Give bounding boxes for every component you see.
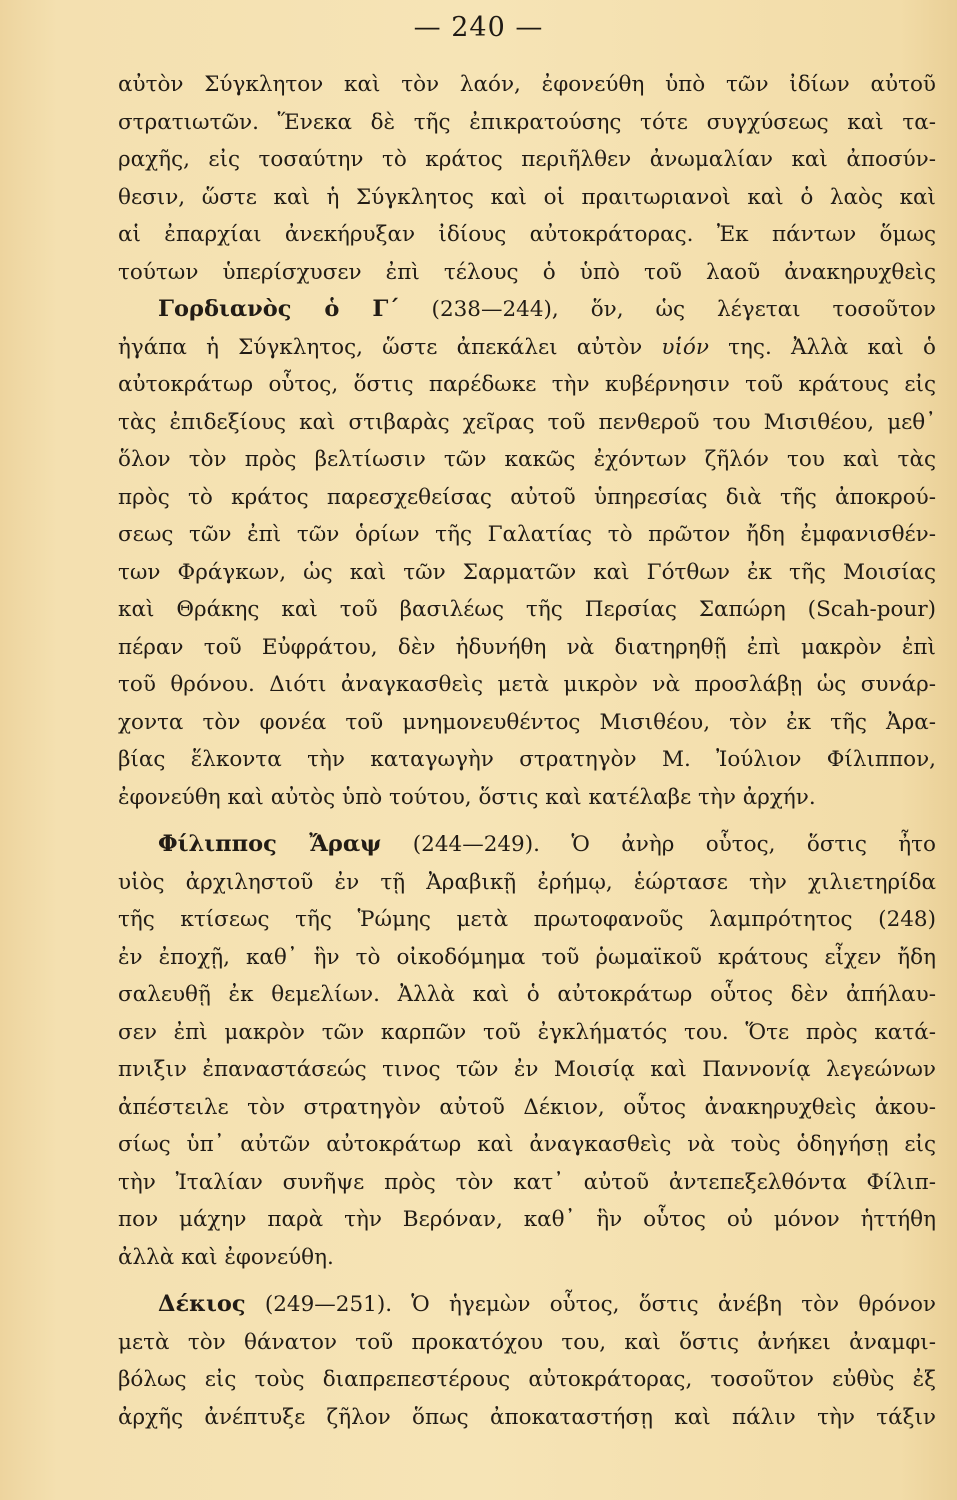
text-line <box>118 1361 936 1399</box>
text-line <box>118 441 936 479</box>
line-text: μετὰ τὸν θάνατον τοῦ προκατόχου του, καὶ ὅστις ἀνήκει ἀναμφι- <box>118 1329 936 1355</box>
text-line <box>118 1014 936 1052</box>
text-line <box>118 1286 936 1324</box>
line-text: βόλως εἰς τοὺς διαπρεπεστέρους αὐτοκράτορας, τοσοῦτον εὐθὺς ἐξ <box>118 1367 936 1392</box>
line-text: ἀλλὰ καὶ ἐφονεύθη. <box>118 1244 334 1270</box>
text-line <box>118 554 936 592</box>
body-text <box>118 66 936 1436</box>
text-line <box>118 1126 936 1164</box>
italic-word: υἱόν <box>661 334 709 360</box>
text-line <box>118 666 936 704</box>
line-text: σαλευθῇ ἐκ θεμελίων. Ἀλλὰ καὶ ὁ αὐτοκράτωρ οὗτος δὲν ἀπήλαυ- <box>118 982 936 1007</box>
line-text: θεσιν, ὥστε καὶ ἡ Σύγκλητος καὶ οἱ πραιτωριανοὶ καὶ ὁ λαὸς καὶ <box>118 184 936 210</box>
line-text: πρὸς τὸ κράτος παρεσχεθείσας αὐτοῦ ὑπηρεσίας διὰ τῆς ἀποκρού- <box>118 484 936 510</box>
section-heading: Φίλιππος Ἄραψ <box>158 831 382 857</box>
line-text: ἐν ἐποχῇ, καθ᾽ ἣν τὸ οἰκοδόμημα τοῦ ῥωμαϊκοῦ κράτους εἶχεν ἤδη <box>118 944 936 970</box>
line-text: ἠγάπα ἡ Σύγκλητος, ὥστε ἀπεκάλει αὐτὸν <box>118 334 662 360</box>
text-line <box>118 1051 936 1089</box>
line-text: αὐτοκράτωρ οὗτος, ὅστις παρέδωκε τὴν κυβέρνησιν τοῦ κράτους εἰς <box>118 372 936 397</box>
text-line <box>118 141 936 179</box>
line-text: τὴν Ἰταλίαν συνῆψε πρὸς τὸν κατ᾽ αὐτοῦ ἀντεπεξελθόντα Φίλιπ- <box>118 1169 936 1195</box>
line-text: των Φράγκων, ὡς καὶ τῶν Σαρματῶν καὶ Γότθων ἐκ τῆς Μοισίας <box>118 559 936 585</box>
text-line <box>118 1239 936 1277</box>
text-line <box>118 104 936 142</box>
text-line <box>118 901 936 939</box>
text-line <box>118 216 936 254</box>
section-heading: Γορδιανὸς ὁ Γ΄ <box>158 296 400 322</box>
text-line <box>118 291 936 329</box>
text-line <box>118 704 936 742</box>
line-text: καὶ Θράκης καὶ τοῦ βασιλέως τῆς Περσίας Σαπώρη (Scah-pour) <box>118 597 936 622</box>
text-line <box>118 66 936 104</box>
text-line <box>118 939 936 977</box>
page-number: — 240 — <box>413 12 544 43</box>
line-text: πέραν τοῦ Εὐφράτου, δὲν ἠδυνήθη νὰ διατηρηθῇ ἐπὶ μακρὸν ἐπὶ <box>118 634 936 660</box>
line-text: (249—251). Ὁ ἡγεμὼν οὗτος, ὅστις ἀνέβη τὸν θρόνον <box>245 1292 936 1317</box>
text-line <box>118 179 936 217</box>
line-text: σεν ἐπὶ μακρὸν τῶν καρπῶν τοῦ ἐγκλήματός του. Ὅτε πρὸς κατά- <box>118 1019 936 1045</box>
text-line <box>118 404 936 442</box>
paragraph-gap <box>118 816 936 826</box>
text-line <box>118 1399 936 1437</box>
text-line <box>118 254 936 292</box>
text-line <box>118 779 936 817</box>
line-text: της. Ἀλλὰ καὶ ὁ <box>708 334 936 360</box>
text-line <box>118 366 936 404</box>
line-text: πον μάχην παρὰ τὴν Βερόναν, καθ᾽ ἣν οὗτος οὐ μόνον ἡττήθη <box>118 1207 936 1232</box>
line-text: (238—244), ὅν, ὡς λέγεται τοσοῦτον <box>399 297 936 322</box>
text-line <box>118 629 936 667</box>
line-text: τοῦ θρόνου. Διότι ἀναγκασθεὶς μετὰ μικρὸν νὰ προσλάβῃ ὡς συνάρ- <box>118 672 936 697</box>
line-text: υἱὸς ἀρχιληστοῦ ἐν τῇ Ἀραβικῇ ἐρήμῳ, ἑώρτασε τὴν χιλιετηρίδα <box>118 869 936 895</box>
line-text: ἀπέστειλε τὸν στρατηγὸν αὐτοῦ Δέκιον, οὗτος ἀνακηρυχθεὶς ἀκου- <box>118 1094 936 1120</box>
line-text: αὐτὸν Σύγκλητον καὶ τὸν λαόν, ἐφονεύθη ὑπὸ τῶν ἰδίων αὐτοῦ <box>118 72 936 97</box>
line-text: τὰς ἐπιδεξίους καὶ στιβαρὰς χεῖρας τοῦ πενθεροῦ του Μισιθέου, μεθ᾽ <box>118 409 936 435</box>
text-line <box>118 479 936 517</box>
text-line <box>118 741 936 779</box>
line-text: τῆς κτίσεως τῆς Ῥώμης μετὰ πρωτοφανοῦς λαμπρότητος (248) <box>118 907 936 932</box>
text-line <box>118 329 936 367</box>
line-text: αἱ ἐπαρχίαι ἀνεκήρυξαν ἰδίους αὐτοκράτορας. Ἐκ πάντων ὅμως <box>118 222 936 247</box>
text-line <box>118 1089 936 1127</box>
text-line <box>118 1164 936 1202</box>
text-line <box>118 864 936 902</box>
text-line <box>118 1324 936 1362</box>
line-text: ὅλον τὸν πρὸς βελτίωσιν τῶν κακῶς ἐχόντων ζῆλόν του καὶ τὰς <box>118 447 936 472</box>
text-line <box>118 516 936 554</box>
line-text: πνιξιν ἐπαναστάσεώς τινος τῶν ἐν Μοισίᾳ καὶ Παννονίᾳ λεγεώνων <box>118 1057 936 1082</box>
paragraph-gap <box>118 1276 936 1286</box>
section-heading: Δέκιος <box>158 1291 246 1317</box>
text-line <box>118 976 936 1014</box>
line-text: (244—249). Ὁ ἀνὴρ οὗτος, ὅστις ἦτο <box>381 832 936 857</box>
line-text: χοντα τὸν φονέα τοῦ μνημονευθέντος Μισιθέου, τὸν ἐκ τῆς Ἀρα- <box>118 709 936 735</box>
text-line <box>118 591 936 629</box>
line-text: ἀρχῆς ἀνέπτυξε ζῆλον ὅπως ἀποκαταστήσῃ καὶ πάλιν τὴν τάξιν <box>118 1404 936 1430</box>
line-text: σίως ὑπ᾽ αὐτῶν αὐτοκράτωρ καὶ ἀναγκασθεὶς νὰ τοὺς ὁδηγήσῃ εἰς <box>118 1132 936 1157</box>
line-text: ραχῆς, εἰς τοσαύτην τὸ κράτος περιῆλθεν ἀνωμαλίαν καὶ ἀποσύν- <box>118 147 936 172</box>
text-line <box>118 1201 936 1239</box>
line-text: ἐφονεύθη καὶ αὐτὸς ὑπὸ τούτου, ὅστις καὶ κατέλαβε τὴν ἀρχήν. <box>118 784 816 810</box>
line-text: στρατιωτῶν. Ἕνεκα δὲ τῆς ἐπικρατούσης τότε συγχύσεως καὶ τα- <box>118 109 936 135</box>
line-text: βίας ἕλκοντα τὴν καταγωγὴν στρατηγὸν Μ. Ἰούλιον Φίλιππον, <box>118 747 936 772</box>
line-text: σεως τῶν ἐπὶ τῶν ὁρίων τῆς Γαλατίας τὸ πρῶτον ἤδη ἐμφανισθέν- <box>118 522 936 547</box>
text-line <box>118 826 936 864</box>
line-text: τούτων ὑπερίσχυσεν ἐπὶ τέλους ὁ ὑπὸ τοῦ λαοῦ ἀνακηρυχθεὶς <box>118 259 936 285</box>
